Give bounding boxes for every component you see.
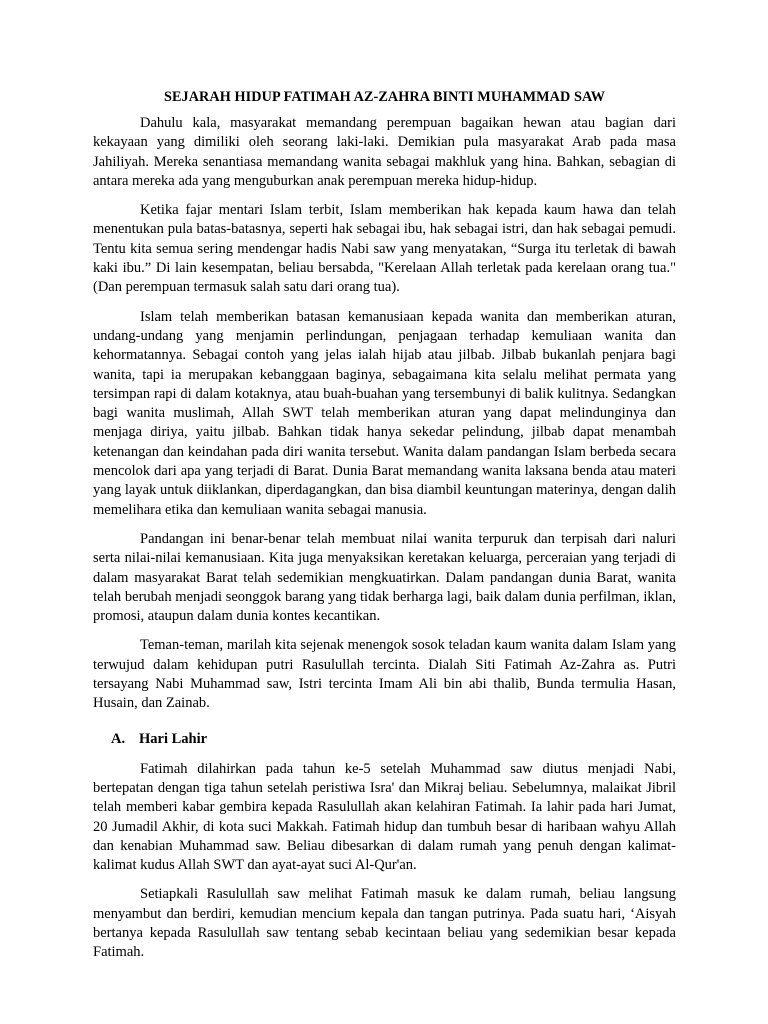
- paragraph-section-a-1: Fatimah dilahirkan pada tahun ke-5 setelah Muhammad saw diutus menjadi Nabi, bertepatan dengan tiga tahun setelah peristiwa Isra' dan Mikraj beliau. Sebelumnya, malaikat Jibril telah memberi kabar gembira kepada Rasulullah akan kelahiran Fatimah. Ia lahir pada hari Jumat, 20 Jumadil Akhir, di kota suci Makkah. Fatimah hidup dan tumbuh besar di haribaan wahyu Allah dan kenabian Muhammad saw. Beliau dibesarkan di dalam rumah yang penuh dengan kalimat-kalimat kudus Allah SWT dan ayat-ayat suci Al-Qur'an.: [93, 760, 676, 874]
- paragraph-intro-1: Dahulu kala, masyarakat memandang perempuan bagaikan hewan atau bagian dari kekayaan yang dimiliki oleh seorang laki-laki. Demikian pula masyarakat Arab pada masa Jahiliyah. Mereka senantiasa memandang wanita sebagai makhluk yang hina. Bahkan, sebagian di antara mereka ada yang menguburkan anak perempuan mereka hidup-hidup.: [93, 115, 676, 189]
- paragraph-intro-5: Teman-teman, marilah kita sejenak menengok sosok teladan kaum wanita dalam Islam yang terwujud dalam kehidupan putri Rasulullah tercinta. Dialah Siti Fatimah Az-Zahra as. Putri tersayang Nabi Muhammad saw, Istri tercinta Imam Ali bin abi thalib, Bunda termulia Hasan, Husain, dan Zainab.: [93, 637, 676, 712]
- paragraph-intro-3: Islam telah memberikan batasan kemanusiaan kepada wanita dan memberikan aturan, undang-undang yang menjamin perlindungan, penjagaan terhadap kemuliaan wanita dan kehormatannya. Sebagai contoh yang jelas ialah hijab atau jilbab. Jilbab bukanlah penjara bagi wanita, tapi ia merupakan kebanggaan baginya, sebagaimana kita selalu melihat permata yang tersimpan rapi di dalam kotaknya, atau buah-buahan yang tersembunyi di balik kulitnya. Sedangkan bagi wanita muslimah, Allah SWT telah memberikan aturan yang dapat melindunginya dan menjaga diriya, yaitu jilbab. Bahkan tidak hanya sekedar pelindung, jilbab dapat menambah ketenangan dan keindahan pada diri wanita tersebut. Wanita dalam pandangan Islam berbeda secara mencolok dari apa yang terjadi di Barat. Dunia Barat memandang wanita laksana benda atau materi yang layak untuk diiklankan, diperdagangkan, dan bisa diambil keuntungan materinya, dengan dalih memelihara etika dan kemuliaan wanita sebagai manusia.: [93, 308, 676, 518]
- paragraph-intro-4: Pandangan ini benar-benar telah membuat nilai wanita terpuruk dan terpisah dari naluri serta nilai-nilai kemanusiaan. Kita juga menyaksikan keretakan keluarga, perceraian yang terjadi di dalam masyarakat Barat telah sedemikian mengkuatirkan. Dalam pandangan dunia Barat, wanita telah berubah menjadi seonggok barang yang tidak berharga lagi, baik dalam dunia perfilman, iklan, promosi, ataupun dalam dunia kontes kecantikan.: [93, 530, 676, 625]
- paragraph-section-a-2: Setiapkali Rasulullah saw melihat Fatimah masuk ke dalam rumah, beliau langsung menyambut dan berdiri, kemudian mencium kepala dan tangan putrinya. Pada suatu hari, ‘Aisyah bertanya kepada Rasulullah saw tentang sebab kecintaan beliau yang sedemikian besar kepada Fatimah.: [93, 886, 676, 961]
- paragraph-intro-2: Ketika fajar mentari Islam terbit, Islam memberikan hak kepada kaum hawa dan telah menentukan pula batas-batasnya, seperti hak sebagai ibu, hak sebagai istri, dan hak sebagai pemudi. Tentu kita semua sering mendengar hadis Nabi saw yang menyatakan, “Surga itu terletak di bawah kaki ibu.” Di lain kesempatan, beliau bersabda, "Kerelaan Allah terletak pada kerelaan orang tua." (Dan perempuan termasuk salah satu dari orang tua).: [93, 202, 676, 296]
- document-title: SEJARAH HIDUP FATIMAH AZ-ZAHRA BINTI MUHAMMAD SAW: [163, 89, 606, 105]
- section-heading-hari-lahir: [111, 730, 676, 749]
- section-title: Hari Lahir: [139, 730, 208, 747]
- document-body: [93, 88, 676, 973]
- section-letter: A.: [111, 730, 126, 747]
